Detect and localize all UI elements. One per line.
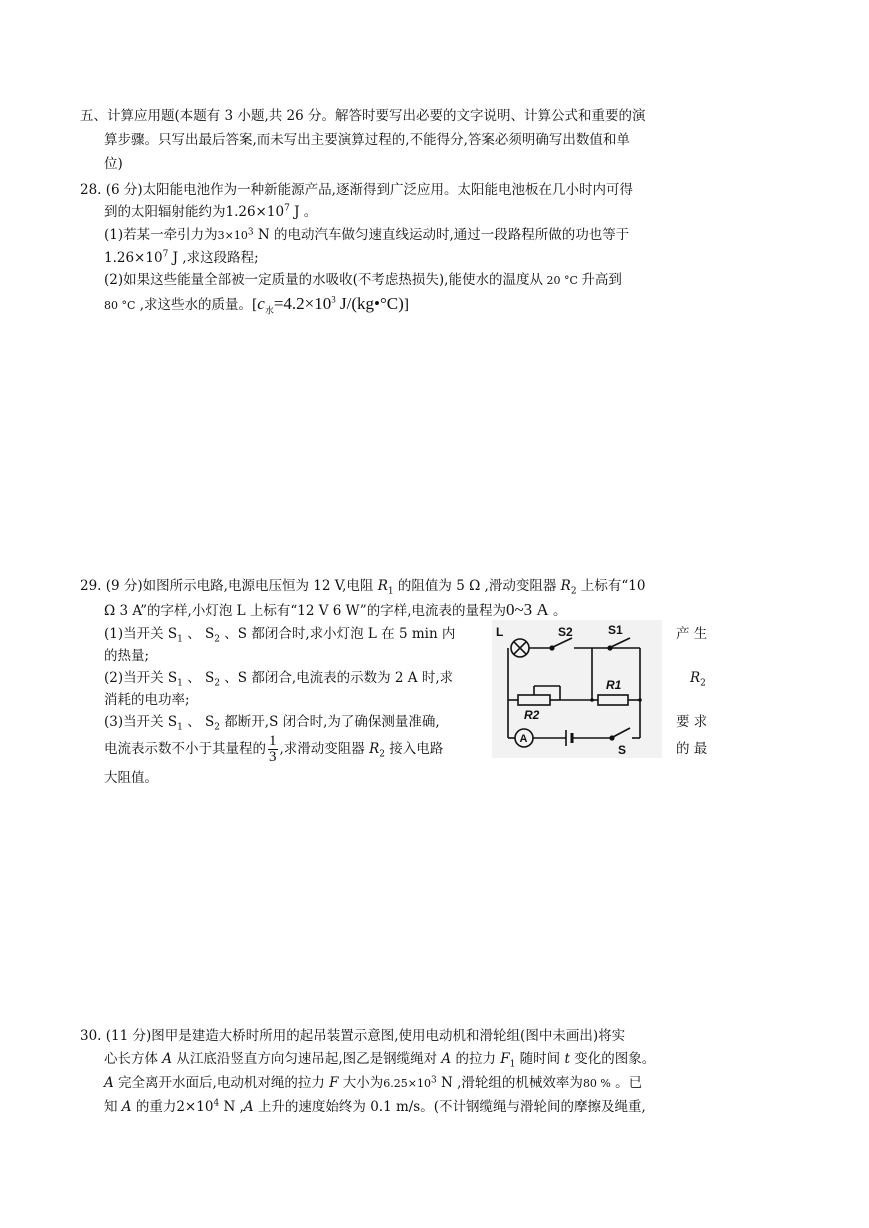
q30-stem: 30. (11 分)图甲是建造大桥时所用的起吊装置示意图,使用电动机和滑轮组(图中未画出)将实 — [80, 1028, 626, 1044]
r2-label: R2 — [524, 708, 540, 722]
q29-part1-right: 产 生 — [676, 626, 708, 642]
one-third-fraction: $\frac{1}{3}$ — [269, 733, 277, 765]
q28-stem-line2: 到的太阳辐射能约为$1.26\times 10^7$ J 。 — [104, 203, 318, 220]
q29-part3-line2: 电流表示数不小于其量程的 $\frac{1}{3}$ ,求滑动变阻器 $R_2$ 接入电路 — [104, 733, 444, 765]
q29-part1: (1)当开关 $S_1$ 、 $S_2$ 、S 都闭合时,求小灯泡 L 在 5 min 内 — [104, 626, 456, 645]
q30-stem-line4: 知 A 的重力$2\times 10^4$ N ,A 上升的速度始终为 0.1 m/s。(不计钢缆绳与滑轮间的摩擦及绳重, — [104, 1098, 646, 1115]
q28-part2-line2: 80 °C ,求这些水的质量。[$c_水=4.2\times 10^3$ J/(kg•°C)] — [104, 294, 410, 316]
section-heading-line2: 算步骤。只写出最后答案,而未写出主要演算过程的,不能得分,答案必须明确写出数值和单 — [104, 132, 630, 148]
q29-part1-line2: 的热量; — [104, 648, 150, 664]
q29-part2-right: $R_2$ — [690, 670, 706, 689]
q29-part3-right: 要 求 — [676, 714, 708, 730]
section-heading-line3: 位) — [104, 156, 123, 172]
q28-part2: (2)如果这些能量全部被一定质量的水吸收(不考虑热损失),能使水的温度从 20 °C 升高到 — [104, 272, 622, 288]
s-label: S — [618, 743, 627, 757]
q29-stem: 29. (9 分)如图所示电路,电源电压恒为 12 V,电阻 $R_1$ 的阻值为 5 Ω ,滑动变阻器 $R_2$ 上标有“10 — [80, 578, 646, 597]
q29-part3: (3)当开关 $S_1$ 、 $S_2$ 都断开,S 闭合时,为了确保测量准确, — [104, 714, 440, 733]
circuit-diagram — [492, 620, 662, 758]
section-heading: 五、计算应用题(本题有 3 小题,共 26 分。解答时要写出必要的文字说明、计算公式和重要的演 — [80, 108, 646, 124]
q30-stem-line3: A 完全离开水面后,电动机对绳的拉力 F 大小为$6.25\times 10^3$ N ,滑轮组的机械效率为80 % 。已 — [104, 1075, 643, 1091]
q28-part1: (1)若某一牵引力为$3\times 10^3$ N 的电动汽车做匀速直线运动时,通过一段路程所做的功也等于 — [104, 227, 630, 243]
ammeter-label: A — [519, 733, 528, 745]
q29-part3-line3: 大阻值。 — [104, 770, 158, 786]
q29-part2-line2: 消耗的电功率; — [104, 692, 190, 708]
q28-stem: 28. (6 分)太阳能电池作为一种新能源产品,逐渐得到广泛应用。太阳能电池板在几小时内可得 — [80, 182, 633, 198]
q28-part1-line2: $1.26\times 10^7$ J ,求这段路程; — [104, 249, 259, 266]
q29-part3-line2-right: 的 最 — [676, 741, 708, 757]
lamp-label: L — [496, 625, 504, 639]
s2-label: S2 — [558, 625, 573, 639]
q29-part2: (2)当开关 $S_1$ 、 $S_2$ 、S 都闭合,电流表的示数为 2 A 时,求 — [104, 670, 454, 689]
q29-stem-line2: Ω 3 A”的字样,小灯泡 L 上标有“12 V 6 W”的字样,电流表的量程为0~3 A 。 — [104, 600, 567, 619]
r1-label: R1 — [606, 678, 622, 692]
q30-stem-line2: 心长方体 A 从江底沿竖直方向匀速吊起,图乙是钢缆绳对 A 的拉力 $F_1$ 随时间 t 变化的图象。 — [104, 1051, 656, 1070]
s1-label: S1 — [608, 623, 623, 637]
